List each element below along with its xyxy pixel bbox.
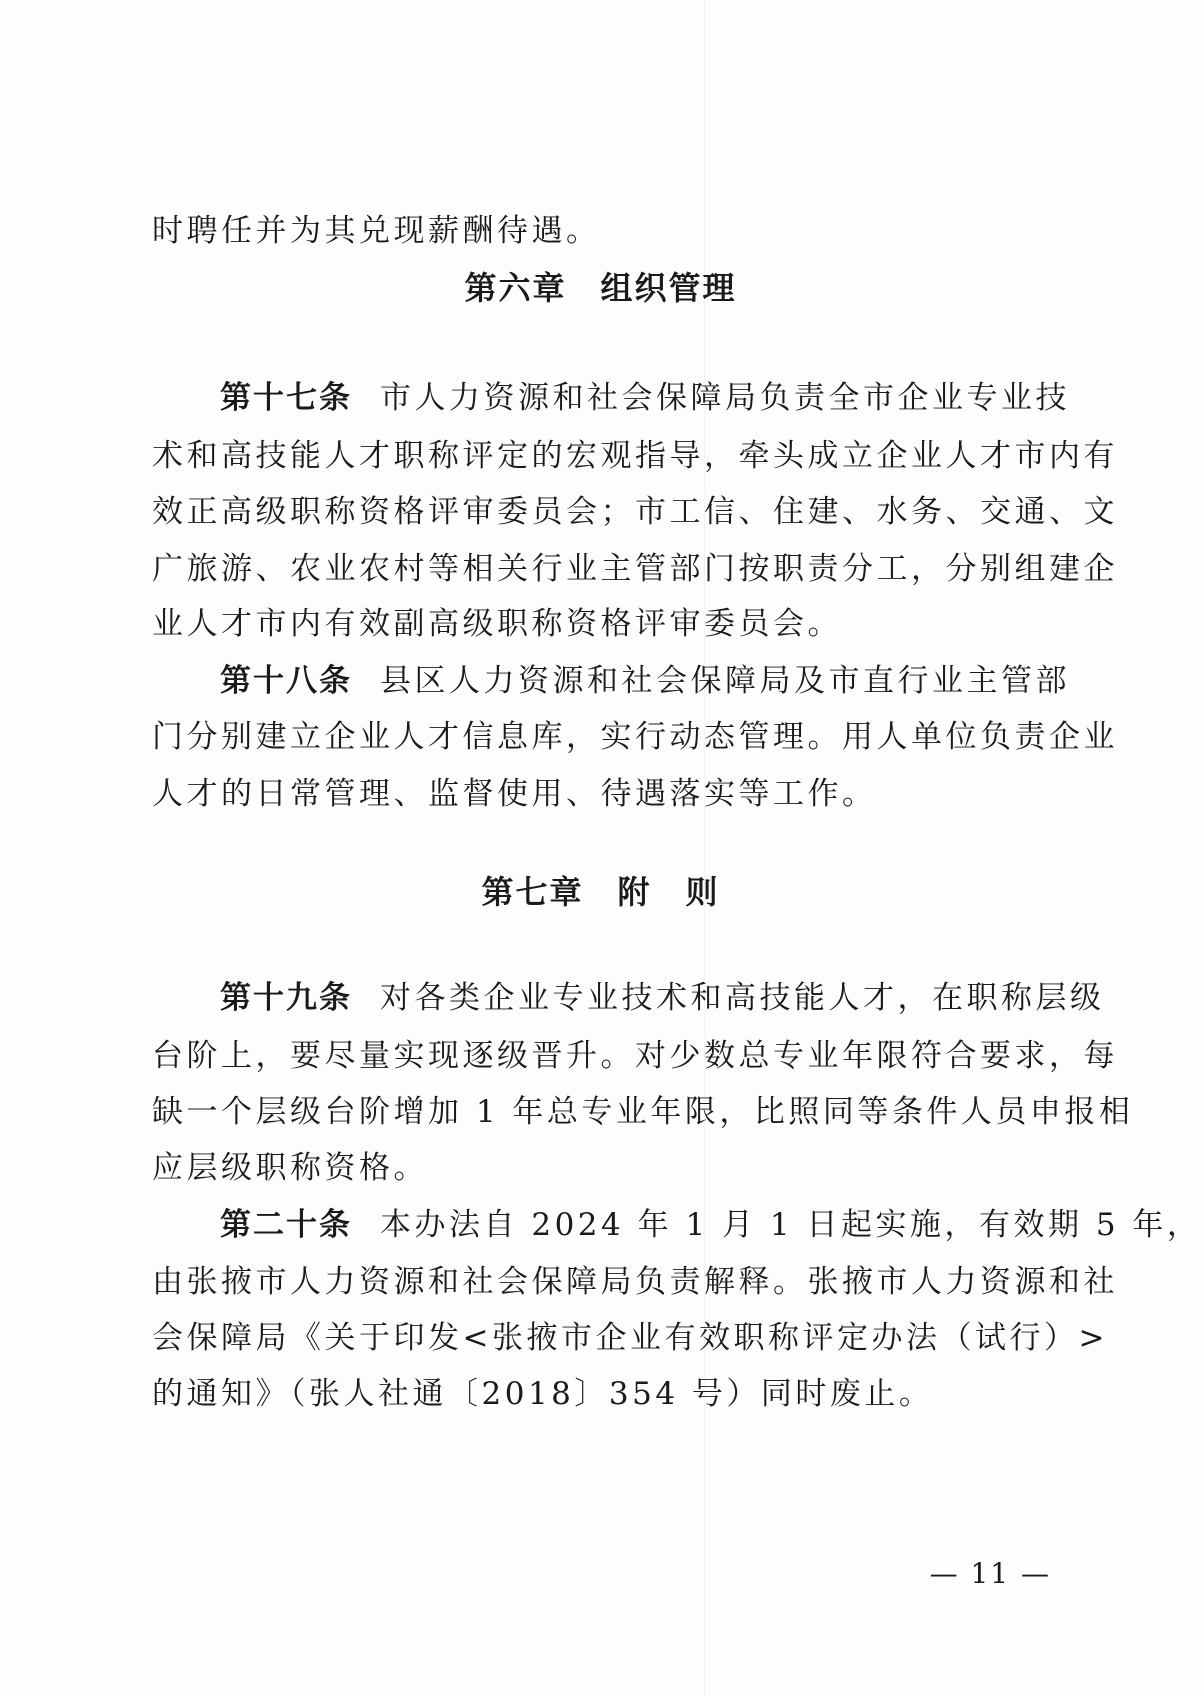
- page-number: — 11 —: [929, 1557, 1051, 1590]
- article-19-line: 台阶上，要尽量实现逐级晋升。对少数总专业年限符合要求，每: [152, 1038, 1118, 1074]
- scan-fold-shadow: [704, 0, 705, 1696]
- article-17-label: 第十七条: [220, 380, 352, 416]
- article-18-line: 人才的日常管理、监督使用、待遇落实等工作。: [152, 776, 877, 812]
- chapter-7-heading: 第七章 附 则: [481, 873, 720, 911]
- article-17-text: 市人力资源和社会保障局负责全市企业专业技: [380, 380, 1070, 416]
- continuation-line: 时聘任并为其兑现薪酬待遇。: [152, 213, 601, 249]
- article-18-line: 门分别建立企业人才信息库，实行动态管理。用人单位负责企业: [152, 719, 1118, 755]
- article-17-line: 业人才市内有效副高级职称资格评审委员会。: [152, 606, 842, 642]
- article-20-label: 第二十条: [220, 1207, 352, 1243]
- article-17-line: 广旅游、农业农村等相关行业主管部门按职责分工，分别组建企: [152, 551, 1118, 587]
- article-20-line: 的通知》（张人社通〔2018〕354 号）同时废止。: [152, 1376, 934, 1412]
- article-20-line: 由张掖市人力资源和社会保障局负责解释。张掖市人力资源和社: [152, 1264, 1118, 1300]
- article-17-first-line: [220, 378, 1120, 418]
- article-17-line: 效正高级职称资格评审委员会；市工信、住建、水务、交通、文: [152, 494, 1118, 530]
- article-20-first-line: [220, 1205, 1201, 1245]
- article-18-first-line: [220, 661, 1120, 701]
- article-18-label: 第十八条: [220, 663, 352, 699]
- article-17-line: 术和高技能人才职称评定的宏观指导，牵头成立企业人才市内有: [152, 438, 1118, 474]
- chapter-6-heading: 第六章 组织管理: [464, 269, 737, 307]
- article-18-text: 县区人力资源和社会保障局及市直行业主管部: [380, 663, 1070, 699]
- article-20-line: 会保障局《关于印发<张掖市企业有效职称评定办法（试行）>: [152, 1320, 1108, 1356]
- article-19-line: 应层级职称资格。: [152, 1150, 428, 1186]
- article-20-text: 本办法自 2024 年 1 月 1 日起实施，有效期 5 年，: [380, 1207, 1201, 1243]
- article-19-label: 第十九条: [220, 980, 352, 1016]
- article-19-first-line: [220, 978, 1120, 1018]
- article-19-line: 缺一个层级台阶增加 1 年总专业年限，比照同等条件人员申报相: [152, 1094, 1134, 1130]
- article-19-text: 对各类企业专业技术和高技能人才，在职称层级: [380, 980, 1105, 1016]
